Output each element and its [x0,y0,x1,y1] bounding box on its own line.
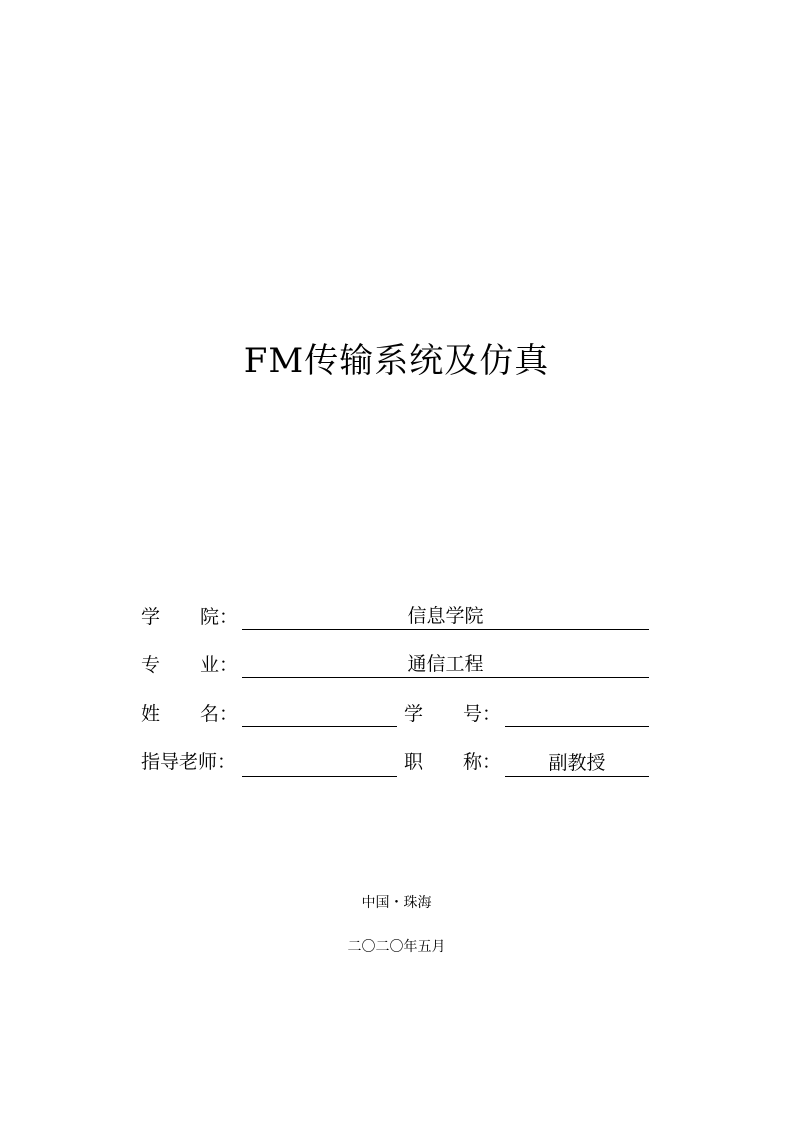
college-label-char-2: 院： [200,606,239,628]
position-label-char-1: 职 [404,751,424,773]
name-label-char-2: 名： [200,703,239,725]
advisor-field[interactable] [242,750,397,777]
location-text: 中国・珠海 [361,895,432,911]
document-title: FM传输系统及仿真 [243,341,550,381]
date-text: 二〇二〇年五月 [347,939,446,955]
student-id-label-char-1: 学 [404,703,424,725]
name-field[interactable] [242,700,397,727]
position-label-char-2: 称： [463,751,502,773]
college-label [141,605,238,629]
major-label-char-2: 业： [200,654,239,676]
position-field[interactable]: 副教授 [505,750,649,777]
major-label-char-1: 专 [141,654,161,676]
college-field[interactable]: 信息学院 [242,603,649,630]
student-id-label [404,702,501,726]
name-label-char-1: 姓 [141,703,161,725]
advisor-label: 指导老师： [141,751,237,773]
name-label [141,702,238,726]
student-id-label-char-2: 号： [463,703,502,725]
student-id-field[interactable] [505,700,649,727]
college-label-char-1: 学 [141,606,161,628]
position-label [404,750,501,774]
major-field[interactable]: 通信工程 [242,651,649,678]
major-label [141,653,238,677]
